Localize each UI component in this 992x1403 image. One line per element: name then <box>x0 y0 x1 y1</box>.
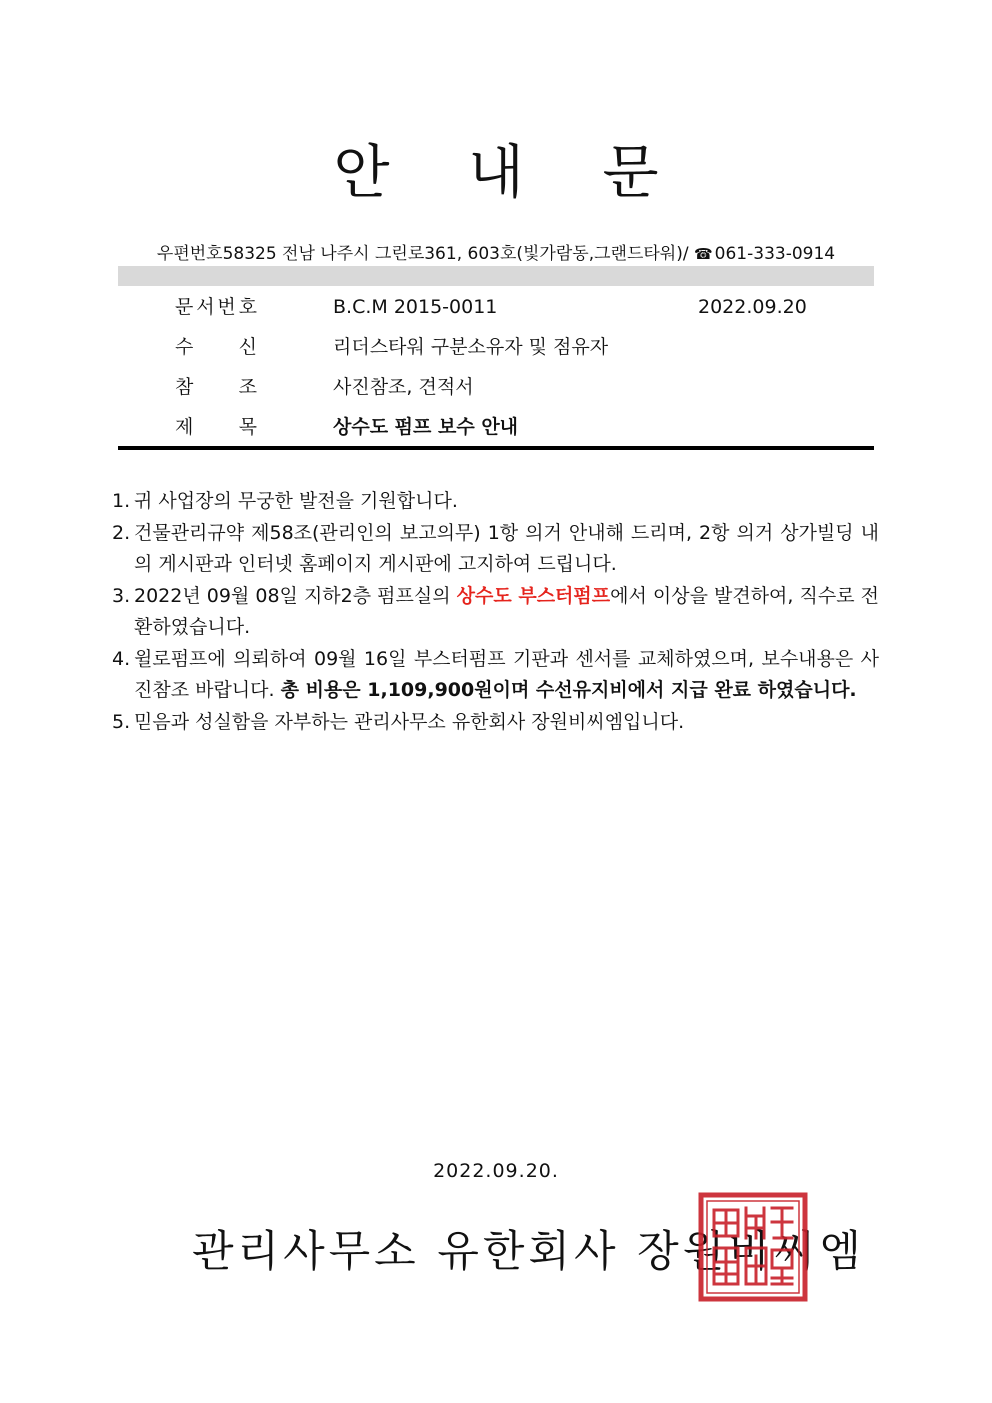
meta-row-doc-no <box>0 292 992 322</box>
meta-bottom-rule <box>118 446 874 450</box>
meta-row-reference <box>0 372 992 402</box>
meta-row-recipient <box>0 332 992 362</box>
item-number: 4. <box>112 647 131 670</box>
official-seal-icon <box>698 1192 808 1302</box>
item-number: 5. <box>112 710 131 733</box>
doc-no-value: B.C.M 2015-0011 <box>333 296 498 318</box>
telephone-icon: ☎ <box>693 245 713 263</box>
item-text: 귀 사업장의 무궁한 발전을 기원합니다. <box>134 490 458 512</box>
meta-row-subject <box>0 412 992 442</box>
body-list <box>112 486 879 738</box>
doc-date: 2022.09.20 <box>698 296 807 318</box>
address-line <box>0 242 992 266</box>
reference-label: 참 조 <box>175 376 257 398</box>
list-item <box>112 644 879 707</box>
reference-value: 사진참조, 견적서 <box>333 376 474 398</box>
subject-value: 상수도 펌프 보수 안내 <box>333 416 519 438</box>
item-text: 건물관리규약 제58조(관리인의 보고의무) 1항 의거 안내해 드리며, 2항 의거 상가빌딩 내의 게시판과 인터넷 홈페이지 게시판에 고지하여 드립니다. <box>134 521 879 575</box>
highlighted-text: 상수도 부스터펌프 <box>456 584 611 607</box>
phone-number: 061-333-0914 <box>714 244 836 264</box>
item-text: 믿음과 성실함을 자부하는 관리사무소 유한회사 장원비씨엠입니다. <box>134 710 685 733</box>
item-text: 2022년 09월 08일 지하2층 펌프실의 <box>134 584 457 607</box>
address-text: 우편번호58325 전남 나주시 그린로361, 603호(빛가람동,그랜드타워)/ <box>156 244 689 264</box>
recipient-value: 리더스타워 구분소유자 및 점유자 <box>333 336 609 358</box>
item-number: 3. <box>112 584 131 607</box>
list-item <box>112 707 879 739</box>
recipient-label: 수 신 <box>175 336 257 358</box>
document-title: 안 내 문 <box>333 138 689 206</box>
list-item <box>112 518 879 581</box>
doc-no-label: 문 서 번 호 <box>175 296 257 318</box>
list-item <box>112 581 879 644</box>
header-divider-bar <box>118 266 874 286</box>
item-text: 윌로펌프에 의뢰하여 09월 16일 부스터펌프 기판과 센서를 교체하였으며, 보수내용은 사진참조 바랍니다. <box>134 647 879 701</box>
item-number: 2. <box>112 521 131 544</box>
item-number: 1. <box>112 490 131 512</box>
bold-text: 총 비용은 1,109,900원이며 수선유지비에서 지급 완료 하였습니다. <box>280 679 857 701</box>
footer-date: 2022.09.20. <box>433 1160 559 1182</box>
subject-label: 제 목 <box>175 416 257 438</box>
item-text: 에서 이상을 발견하여, 직수로 전환하였습니다. <box>134 584 879 638</box>
list-item <box>112 486 879 518</box>
signature-name: 관리사무소 유한회사 장원비씨엠 <box>192 1227 865 1277</box>
